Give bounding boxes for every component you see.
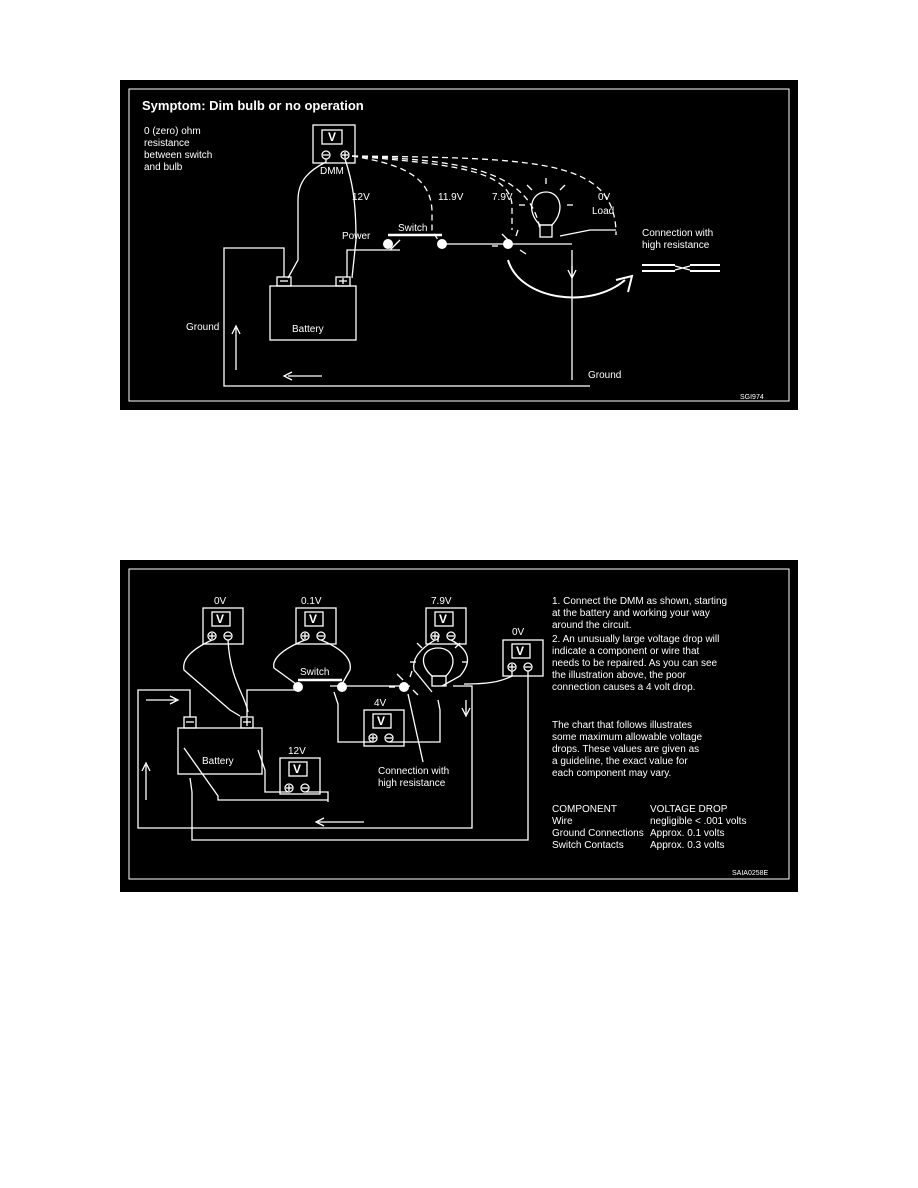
battery-label: Battery — [292, 324, 324, 335]
table-header-cell: VOLTAGE DROP — [650, 804, 728, 815]
meter-letter: V — [328, 130, 337, 144]
table-row — [552, 840, 746, 852]
power-label: Power — [342, 231, 371, 242]
battery-label: Battery — [202, 756, 234, 767]
figure-code: SGI974 — [740, 394, 764, 401]
meter-letter: V — [377, 714, 386, 728]
resistance-note: 0 (zero) ohm resistance between switch and bulb — [144, 126, 213, 173]
switch-label: Switch — [300, 667, 330, 678]
ground-label-bottom: Ground — [588, 370, 622, 381]
table-cell: Wire — [552, 816, 573, 827]
chart-note: The chart that follows illustrates some maximum allowable voltage drops. These values are given as a guideline, the exact value for each component may vary. — [552, 720, 703, 779]
table-cell: negligible < .001 volts — [650, 816, 747, 827]
meter-letter: V — [309, 612, 318, 626]
table-cell: Switch Contacts — [552, 840, 624, 851]
reading-11-9v: 11.9V — [438, 192, 464, 203]
ground-label-left: Ground — [186, 322, 220, 333]
reading-0v-right: 0V — [512, 627, 525, 638]
diagram-title: Symptom: Dim bulb or no operation — [142, 98, 364, 113]
dmm-label: DMM — [320, 166, 344, 177]
meter-letter: V — [516, 644, 525, 658]
table-header — [552, 804, 746, 816]
reading-7-9v: 7.9V — [492, 192, 513, 203]
reading-0-1v: 0.1V — [301, 596, 322, 607]
instruction-step-1: 1. Connect the DMM as shown, starting at the battery and working your way around the circuit. — [552, 596, 728, 631]
table-cell: Approx. 0.1 volts — [650, 828, 725, 839]
reading-7-9v: 7.9V — [431, 596, 452, 607]
instruction-step-2: 2. An unusually large voltage drop will indicate a component or wire that needs to be repaired. As you can see the illustration above, the poor connection causes a 4 volt drop. — [552, 634, 720, 693]
voltage-drop-table — [552, 804, 746, 852]
table-header-cell: COMPONENT — [552, 804, 617, 815]
symptom-diagram — [120, 80, 798, 410]
reading-12v: 12V — [352, 192, 370, 203]
switch-label: Switch — [398, 223, 428, 234]
table-cell: Approx. 0.3 volts — [650, 840, 725, 851]
reading-4v: 4V — [374, 698, 387, 709]
table-row — [552, 828, 746, 840]
connection-label: Connection with high resistance — [378, 766, 450, 789]
connection-label: Connection with high resistance — [642, 228, 714, 251]
meter-letter: V — [216, 612, 225, 626]
load-label: Load — [592, 206, 615, 217]
meter-letter: V — [439, 612, 448, 626]
reading-0v: 0V — [598, 192, 611, 203]
table-row — [552, 816, 746, 828]
reading-0v: 0V — [214, 596, 227, 607]
meter-letter: V — [293, 762, 302, 776]
table-cell: Ground Connections — [552, 828, 644, 839]
reading-12v: 12V — [288, 746, 306, 757]
voltage-drop-diagram — [120, 560, 798, 892]
figure-code: SAIA0258E — [732, 870, 769, 877]
